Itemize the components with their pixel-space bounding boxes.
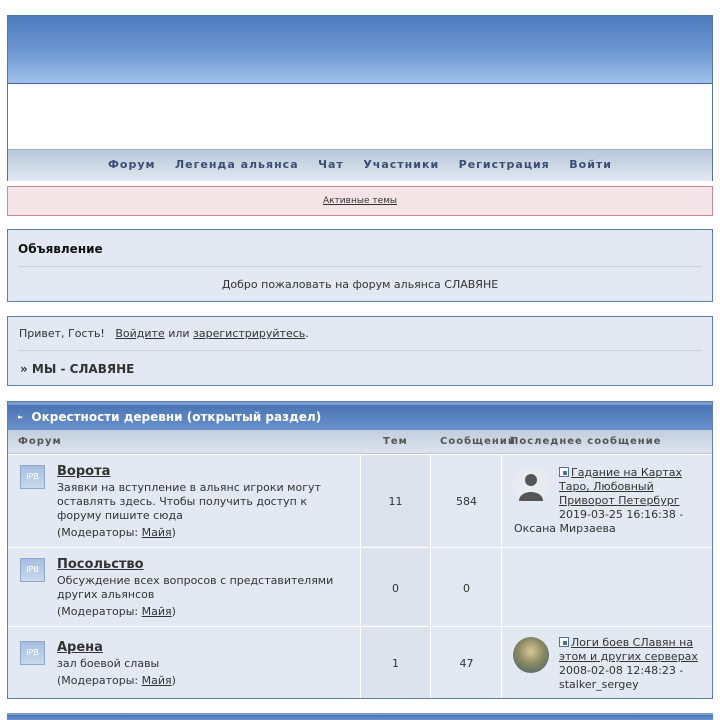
forum-info-cell [8,548,361,625]
topics-cell [361,627,431,698]
user-silhouette-icon [513,467,549,503]
nav-login[interactable]: Войти [569,158,612,171]
triangle-right-icon[interactable]: ► [18,413,24,421]
forum-description: Заявки на вступление в альянс игроки могут оставлять здесь. Чтобы получить доступ к форуму пишите сюда [57,481,321,522]
forum-link[interactable]: Посольство [57,557,144,572]
last-post-cell [503,548,712,625]
avatar[interactable] [513,637,549,673]
last-post-date: 2019-03-25 16:16:38 - [559,508,684,521]
posts-cell [432,627,502,698]
divider [18,350,702,351]
mod-close: ) [171,526,176,539]
topics-count: 1 [392,657,399,670]
col-topics: Тем [383,436,408,447]
last-post-cell [503,627,712,698]
topics-count: 11 [388,495,403,508]
topics-count: 0 [392,582,399,595]
forum-link[interactable]: Ворота [57,464,111,479]
posts-count: 584 [456,495,477,508]
forum-moderators [57,674,176,687]
col-last-post: Последнее сообщение [510,436,662,447]
ipb-forum-icon: IPB [20,641,45,665]
announcement-panel [7,229,713,302]
register-link[interactable]: зарегистрируйтесь [193,327,306,340]
moderator-link[interactable]: Майя [141,674,172,687]
col-forum: Форум [18,436,62,447]
last-post-cell [503,455,712,546]
ipb-forum-icon: IPB [20,558,45,582]
nav-chat[interactable]: Чат [318,158,344,171]
table-row [8,547,712,625]
mod-label: (Модераторы: [57,605,139,618]
category-header[interactable] [8,402,712,430]
column-headers [8,430,712,454]
header-banner [8,16,712,84]
table-row [8,626,712,698]
breadcrumb[interactable]: » МЫ - СЛАВЯНЕ [20,362,135,376]
announcement-text: Добро пожаловать на форум альянса СЛАВЯНЕ [221,278,499,291]
login-link[interactable]: Войдите [115,327,165,340]
mod-close: ) [171,605,176,618]
forum-info-cell [8,455,361,546]
forum-description: Обсуждение всех вопросов с представителями других альянсов [57,574,334,601]
nav-legend[interactable]: Легенда альянса [175,158,299,171]
moderator-link[interactable]: Майя [141,526,172,539]
last-post-title [559,466,709,508]
mod-label: (Модераторы: [57,526,139,539]
category-title[interactable]: Окрестности деревни (открытый раздел) [31,410,322,424]
nav-members[interactable]: Участники [363,158,440,171]
forum-moderators [57,526,176,539]
moderator-link[interactable]: Майя [141,605,172,618]
site-header [7,15,713,181]
greeting-panel [7,316,713,386]
greeting-prefix: Привет, Гость! [19,327,105,340]
announcement-title: Объявление [18,242,103,256]
greeting-or: или [168,327,190,340]
last-post-icon[interactable] [559,637,569,647]
mod-label: (Модераторы: [57,674,139,687]
active-topics-link[interactable]: Активные темы [322,196,398,206]
topics-cell [361,455,431,546]
last-post-link[interactable]: Гадание на Картах Таро, Любовный Приворот Петербург [559,466,683,507]
last-post-author[interactable]: Оксана Мирзаева [514,522,616,535]
divider [18,266,702,267]
last-post-author[interactable]: stalker_sergey [559,678,639,691]
greeting-line [19,327,309,340]
main-nav [8,149,712,181]
col-posts: Сообщений [440,436,516,447]
forum-description: зал боевой славы [57,657,160,670]
ipb-forum-icon: IPB [20,465,45,489]
avatar[interactable] [513,467,549,503]
greeting-dot: . [305,327,309,340]
posts-count: 0 [463,582,470,595]
topics-cell [361,548,431,625]
forum-info-cell [8,627,361,698]
last-post-link[interactable]: Логи боев СЛавян на этом и других серверах [559,636,698,663]
table-row [8,454,712,546]
active-topics-box [7,186,713,216]
last-post-icon[interactable] [559,467,569,477]
mod-close: ) [171,674,176,687]
forum-moderators [57,605,176,618]
posts-count: 47 [459,657,474,670]
posts-cell [432,455,502,546]
forum-category [7,401,713,699]
last-post-title [559,636,709,664]
nav-register[interactable]: Регистрация [458,158,550,171]
next-category-header [7,713,713,720]
forum-link[interactable]: Арена [57,640,103,655]
last-post-date: 2008-02-08 12:48:23 - [559,664,684,677]
nav-forum[interactable]: Форум [108,158,156,171]
posts-cell [432,548,502,625]
